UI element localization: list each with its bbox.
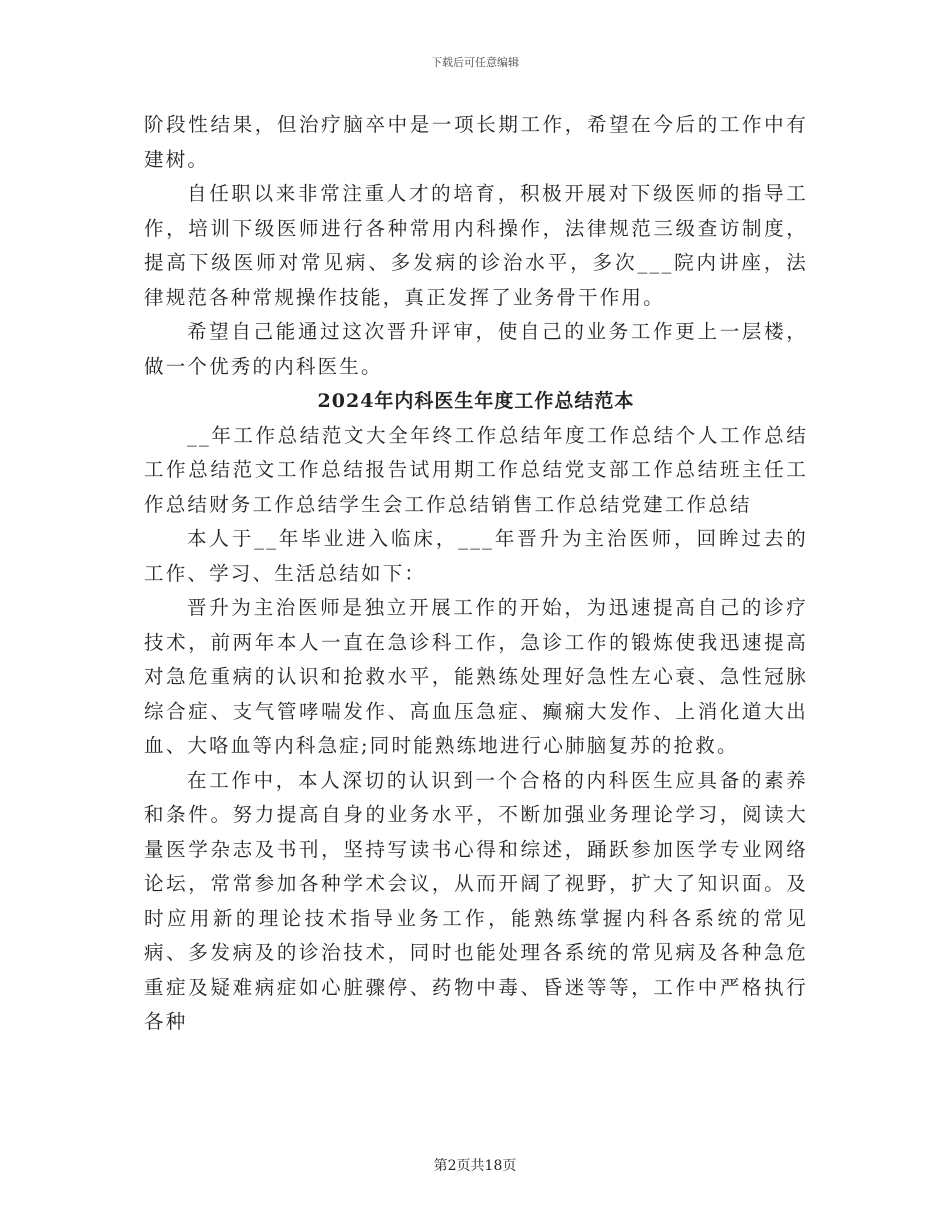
- paragraph-talent-training: 自任职以来非常注重人才的培育，积极开展对下级医师的指导工作，培训下级医师进行各种常用内科操作，法律规范三级查访制度，提高下级医师对常见病、多发病的诊治水平，多次___院内讲座，法律规范各种常规操作技能，真正发挥了业务骨干作用。: [144, 182, 808, 309]
- paragraph-related-links: __年工作总结范文大全年终工作总结年度工作总结个人工作总结工作总结范文工作总结报告试用期工作总结党支部工作总结班主任工作总结财务工作总结学生会工作总结销售工作总结党建工作总结: [144, 423, 808, 516]
- page-number: 第2页共18页: [433, 1158, 517, 1174]
- paragraph-intro: 本人于__年毕业进入临床，___年晋升为主治医师，回眸过去的工作、学习、生活总结如下：: [144, 527, 808, 585]
- document-body: [144, 108, 808, 1040]
- paragraph-professional-growth: 在工作中，本人深切的认识到一个合格的内科医生应具备的素养和条件。努力提高自身的业务水平，不断加强业务理论学习，阅读大量医学杂志及书刊，坚持写读书心得和综述，踊跃参加医学专业网络论坛，常常参加各种学术会议，从而开阔了视野，扩大了知识面。及时应用新的理论技术指导业务工作，能熟练掌握内科各系统的常见病、多发病及的诊治技术，同时也能处理各系统的常见病及各种急危重症及疑难病症如心脏骤停、药物中毒、昏迷等等，工作中严格执行各种: [144, 768, 808, 1033]
- section-title: 2024年内科医生年度工作总结范本: [317, 390, 635, 412]
- paragraph-continuation: 阶段性结果，但治疗脑卒中是一项长期工作，希望在今后的工作中有建树。: [144, 113, 808, 171]
- paragraph-promotion-hope: 希望自己能通过这次晋升评审，使自己的业务工作更上一层楼，做一个优秀的内科医生。: [144, 320, 808, 378]
- paragraph-emergency-work: 晋升为主治医师是独立开展工作的开始，为迅速提高自己的诊疗技术，前两年本人一直在急诊科工作，急诊工作的锻炼使我迅速提高对急危重病的认识和抢救水平，能熟练处理好急性左心衰、急性冠脉综合症、支气管哮喘发作、高血压急症、癫痫大发作、上消化道大出血、大咯血等内科急症;同时能熟练地进行心肺脑复苏的抢救。: [144, 596, 808, 757]
- page-header: 下载后可任意编辑: [431, 56, 519, 69]
